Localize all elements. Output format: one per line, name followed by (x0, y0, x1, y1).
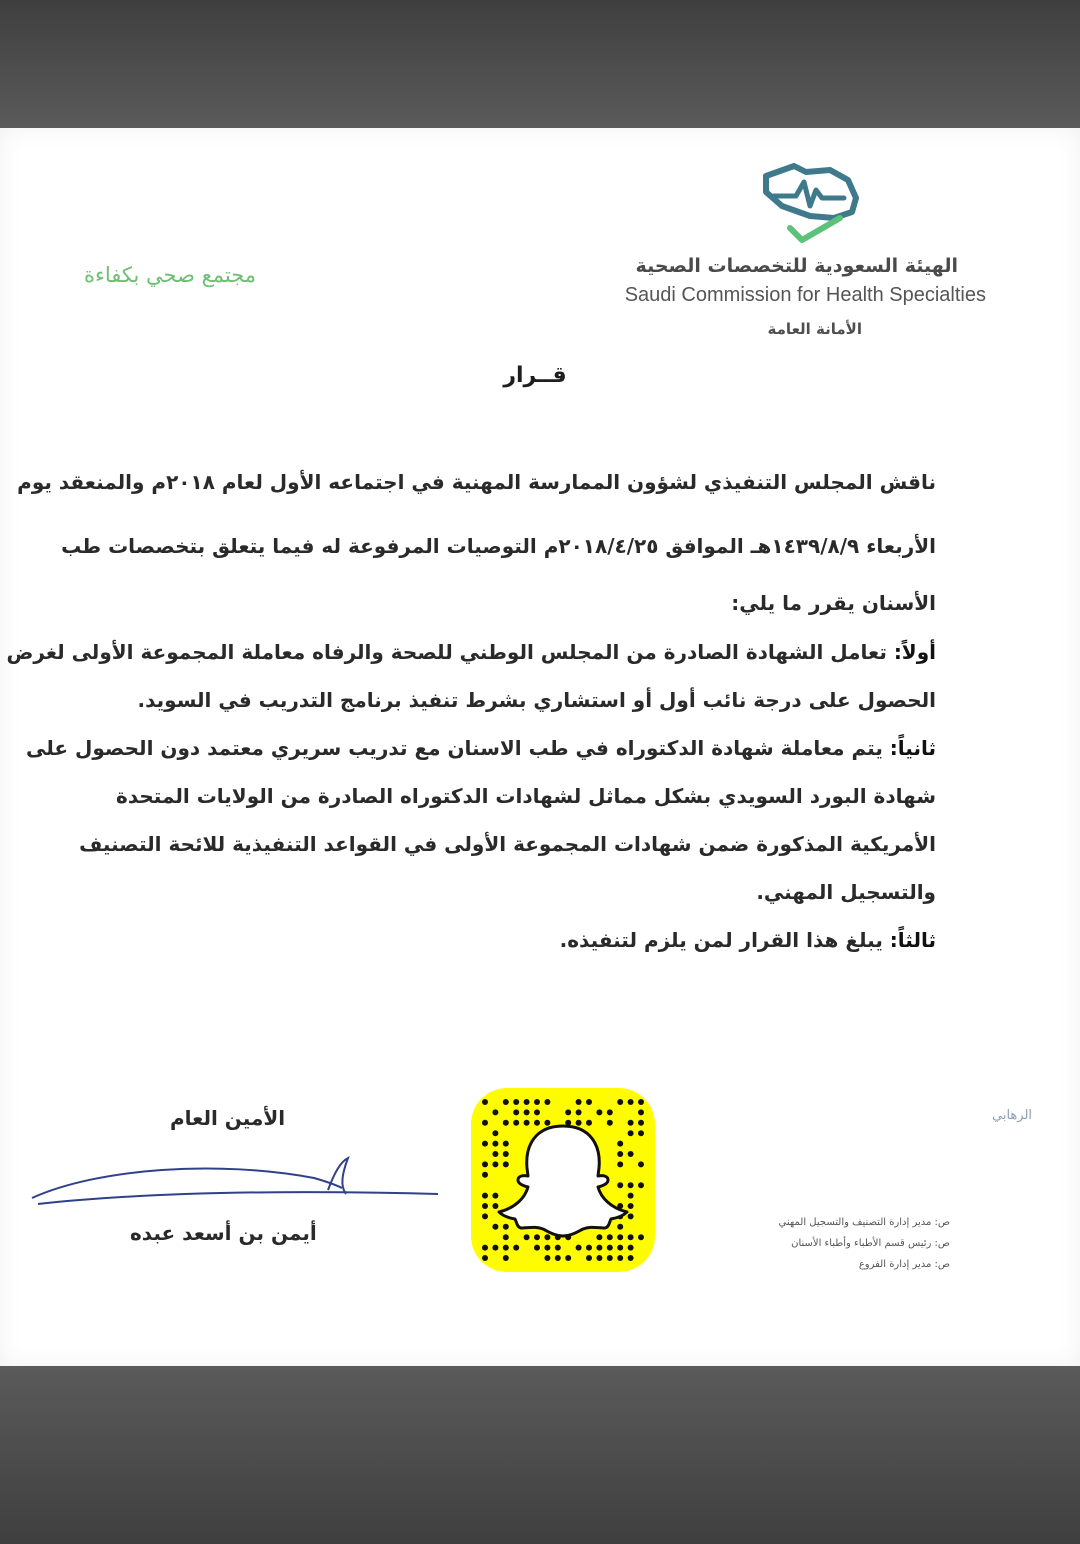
item-line: الحصول على درجة نائب أول أو استشاري بشرط تنفيذ برنامج التدريب في السويد. (137, 688, 936, 712)
snapcode-dot (534, 1120, 540, 1126)
snapcode-dot (544, 1255, 550, 1261)
snapcode-dot (628, 1245, 634, 1251)
snapcode-dot (638, 1234, 644, 1240)
snapcode-dot (628, 1130, 634, 1136)
snapcode-dot (544, 1245, 550, 1251)
snapcode-dot (513, 1120, 519, 1126)
saudi-map-heartbeat-icon (752, 158, 872, 250)
org-name-english: Saudi Commission for Health Specialties (624, 284, 986, 306)
snapcode-dot (492, 1203, 498, 1209)
item-text: يتم معاملة شهادة الدكتوراه في طب الاسنان مع تدريب سريري معتمد دون الحصول على (26, 736, 883, 760)
snapcode-dot (482, 1193, 488, 1199)
item-line: شهادة البورد السويدي بشكل مماثل لشهادات الدكتوراه الصادرة من الولايات المتحدة (116, 784, 936, 808)
snapcode-dot (576, 1109, 582, 1115)
snapcode-dot (638, 1120, 644, 1126)
snapcode-dot (492, 1151, 498, 1157)
snapcode-dot (482, 1099, 488, 1105)
snapcode-dot (638, 1161, 644, 1167)
snapcode-dot (534, 1109, 540, 1115)
item-line: الأمريكية المذكورة ضمن شهادات المجموعة الأولى في القواعد التنفيذية للائحة التصنيف (79, 832, 936, 856)
cc-list (690, 1212, 950, 1275)
snapcode-dot (524, 1099, 530, 1105)
snapcode-dot (503, 1151, 509, 1157)
snapcode-dot (482, 1120, 488, 1126)
cc-line: ص: رئيس قسم الأطباء وأطباء الأسنان (791, 1238, 950, 1249)
snapcode-dot (638, 1130, 644, 1136)
snapcode-dot (544, 1099, 550, 1105)
snapcode-dot (503, 1161, 509, 1167)
snapcode-dot (482, 1255, 488, 1261)
signatory-name: أيمن بن أسعد عبده (130, 1221, 317, 1245)
snapcode-dot (607, 1255, 613, 1261)
handwritten-signature (28, 1154, 443, 1214)
snapcode-dot (482, 1245, 488, 1251)
snapcode-dot (482, 1141, 488, 1147)
snapcode-dot (617, 1161, 623, 1167)
snapcode-dot (576, 1120, 582, 1126)
snapcode-dot (482, 1213, 488, 1219)
snapcode-dot (482, 1161, 488, 1167)
snapcode-dot (503, 1224, 509, 1230)
snapcode-dot (576, 1099, 582, 1105)
snapcode-dot (534, 1234, 540, 1240)
bottom-dark-band (0, 1366, 1080, 1544)
snapcode-dot (503, 1255, 509, 1261)
snapcode-dot (607, 1109, 613, 1115)
snapcode-dot (628, 1193, 634, 1199)
snapcode-dot (492, 1109, 498, 1115)
snapcode-dot (628, 1099, 634, 1105)
item-first-line (26, 724, 936, 772)
snapcode-dot (607, 1245, 613, 1251)
cc-line: ص: مدير إدارة الفروع (858, 1259, 950, 1270)
snapcode-dot (503, 1120, 509, 1126)
snapcode-dot (482, 1172, 488, 1178)
signatory-title: الأمين العام (170, 1106, 286, 1130)
snapcode-dot (596, 1255, 602, 1261)
snapcode-dot (628, 1255, 634, 1261)
item-label: ثانياً: (889, 736, 936, 760)
snapcode-dot (628, 1120, 634, 1126)
snapcode-dot (586, 1245, 592, 1251)
snapcode-dot (534, 1099, 540, 1105)
snapcode-dot (586, 1255, 592, 1261)
initials: الرهابي (992, 1108, 1033, 1123)
snapcode-dot (492, 1245, 498, 1251)
snapcode-dot (524, 1109, 530, 1115)
snapcode-dot (596, 1245, 602, 1251)
item-first-line (130, 916, 936, 964)
snapcode-dot (617, 1151, 623, 1157)
item-first-line (6, 628, 936, 676)
department-name: الأمانة العامة (767, 320, 862, 338)
snapcode-dot (513, 1245, 519, 1251)
snapcode-dot (617, 1141, 623, 1147)
snapcode-dot (503, 1141, 509, 1147)
snapcode-dot (534, 1245, 540, 1251)
intro-line: الأربعاء ١٤٣٩/٨/٩هـ الموافق ٢٠١٨/٤/٢٥م التوصيات المرفوعة له فيما يتعلق بتخصصات طب (61, 534, 936, 558)
snapcode-dot (492, 1161, 498, 1167)
snapcode-dot (628, 1234, 634, 1240)
snapcode-dot (576, 1245, 582, 1251)
item-line: والتسجيل المهني. (756, 880, 936, 904)
snapcode-dot (492, 1130, 498, 1136)
top-dark-band (0, 0, 1080, 128)
snapcode-dot (555, 1255, 561, 1261)
snapcode-dot (628, 1151, 634, 1157)
snapcode-dot (492, 1141, 498, 1147)
snapcode-dot (617, 1182, 623, 1188)
decision-title: قــرار (503, 363, 567, 388)
snapcode-dot (617, 1234, 623, 1240)
snapcode-dot (617, 1099, 623, 1105)
item-label: ثالثاً: (889, 928, 936, 952)
snapcode-dot (503, 1245, 509, 1251)
intro-line: ناقش المجلس التنفيذي لشؤون الممارسة المهنية في اجتماعه الأول لعام ٢٠١٨م والمنعقد يوم (17, 470, 936, 494)
snapcode-dot (607, 1234, 613, 1240)
snapcode-dot (628, 1182, 634, 1188)
snapcode-dot (513, 1109, 519, 1115)
snapcode-dot (524, 1234, 530, 1240)
snapchat-snapcode (471, 1088, 655, 1272)
snapcode-dot (638, 1109, 644, 1115)
snapcode-dot (617, 1224, 623, 1230)
snapcode-dot (565, 1109, 571, 1115)
org-name-arabic: الهيئة السعودية للتخصصات الصحية (635, 255, 958, 277)
snapcode-dot (482, 1203, 488, 1209)
intro-line: الأسنان يقرر ما يلي: (731, 591, 936, 615)
item-text: تعامل الشهادة الصادرة من المجلس الوطني للصحة والرفاه معاملة المجموعة الأولى لغرض (6, 640, 887, 664)
snapcode-dot (492, 1224, 498, 1230)
snapcode-dot (586, 1099, 592, 1105)
snapcode-dot (617, 1255, 623, 1261)
cc-line: ص: مدير إدارة التصنيف والتسجيل المهني (778, 1217, 950, 1228)
snapcode-dot (628, 1213, 634, 1219)
snapcode-dot (638, 1182, 644, 1188)
snapcode-dot (628, 1203, 634, 1209)
snapcode-dot (513, 1099, 519, 1105)
snapcode-dot (596, 1234, 602, 1240)
item-text: يبلغ هذا القرار لمن يلزم لتنفيذه. (559, 928, 883, 952)
item-label: أولاً: (893, 640, 936, 664)
decision-body (6, 450, 936, 964)
snapcode-dot (544, 1120, 550, 1126)
snapcode-dot (524, 1120, 530, 1126)
snapcode-dot (596, 1109, 602, 1115)
snapcode-dot (492, 1193, 498, 1199)
snapcode-dot (607, 1120, 613, 1126)
snapcode-dot (638, 1099, 644, 1105)
snapcode-dot (565, 1255, 571, 1261)
snapcode-dot (544, 1234, 550, 1240)
snapcode-dot (503, 1234, 509, 1240)
snapcode-dot (555, 1245, 561, 1251)
snapcode-dot (586, 1120, 592, 1126)
decision-letter (0, 128, 1080, 1366)
snapcode-dot (617, 1245, 623, 1251)
snapcode-dot (503, 1099, 509, 1105)
slogan: مجتمع صحي بكفاءة (84, 263, 257, 287)
